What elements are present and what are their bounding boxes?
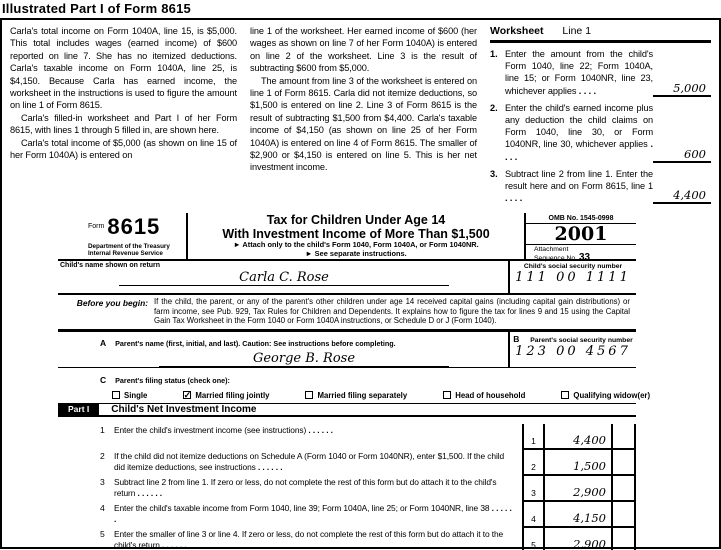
line-amount-field[interactable]: 4,400 [573, 432, 606, 447]
line-description: Enter the child's taxable income from Form 1040, line 39; Form 1040A, line 25; or Form 1040NR, line 38 . . [114, 502, 522, 528]
omb-number: OMB No. 1545-0998 [526, 213, 636, 224]
line-number: 1 [100, 424, 105, 435]
checkbox-single[interactable] [112, 391, 120, 399]
line-amount-field[interactable]: 2,900 [573, 536, 606, 550]
worksheet-subtitle: Line 1 [562, 25, 592, 37]
line-cents-box[interactable] [611, 476, 636, 500]
form-8615 [58, 213, 651, 550]
paragraph: line 1 of the worksheet. Her earned income of $600 (her wages as shown on line 7 of her Form 1040A) is entered on line 2 of the worksheet. Line 3 is the result of subtracting $600 from $5,000. [250, 26, 477, 74]
text-column-2 [250, 25, 477, 213]
filing-option-label: Married filing jointly [195, 390, 270, 400]
form-line-4 [58, 502, 636, 528]
form-title-line-1: Tax for Children Under Age 14 [266, 213, 446, 227]
line-number: 4 [100, 502, 105, 513]
part1-lines [58, 424, 636, 550]
line-description: Enter the child's investment income (see instructions) . . [114, 424, 522, 450]
filing-status-options [100, 390, 651, 400]
line-cents-box[interactable] [611, 424, 636, 448]
checkbox-head-of-household[interactable] [443, 391, 451, 399]
line-cents-box[interactable] [611, 450, 636, 474]
worksheet-value-field[interactable]: 600 [653, 147, 711, 163]
line-amount-field[interactable]: 1,500 [573, 458, 606, 473]
line-description: Subtract line 2 from line 1. If zero or less, do not complete the rest of this form but do attach it to the child's return . . [114, 476, 522, 502]
parent-ssn-label [510, 332, 636, 344]
form-header-row [58, 213, 636, 261]
filing-option-label: Single [124, 390, 148, 400]
page-title: Illustrated Part I of Form 8615 [2, 1, 191, 16]
attach-note: ► Attach only to the child's Form 1040, Form 1040A, or Form 1040NR. [233, 240, 479, 249]
parent-name-label: Parent's name (first, initial, and last). Caution: See instructions before completing. [115, 338, 396, 348]
line-number-box: 5 [522, 528, 545, 550]
checkbox-married-separately[interactable] [305, 391, 313, 399]
text-column-1 [10, 25, 237, 213]
form-line-5 [58, 528, 636, 550]
child-ssn-label: Child's social security number [523, 263, 623, 270]
part1-label: Part I [58, 404, 99, 415]
form-line-2 [58, 450, 636, 476]
line-entry-boxes [522, 450, 636, 476]
worksheet-box [490, 25, 711, 213]
line-number-box: 4 [522, 502, 545, 526]
form-number-cell [58, 213, 188, 259]
line-number-box: 1 [522, 424, 545, 448]
worksheet-value-field[interactable]: 4,400 [653, 188, 711, 204]
worksheet-item [490, 168, 711, 205]
before-you-begin-row [58, 295, 636, 332]
form-number-line [88, 214, 186, 240]
see-instructions-note: ► See separate instructions. [305, 248, 407, 258]
child-name-field[interactable]: Carla C. Rose [119, 270, 449, 286]
sequence-label: Sequence No. [534, 254, 578, 262]
worksheet-item-number: 1. [490, 49, 498, 59]
worksheet-item [490, 48, 711, 97]
filing-option-label: Head of household [455, 390, 526, 400]
checkbox-qualifying-widower[interactable] [561, 391, 569, 399]
paragraph: Carla's total income of $5,000 (as shown on line 15 of her Form 1040A) is entered on [10, 137, 237, 161]
filing-option-qualifying-widower[interactable] [561, 391, 650, 400]
parent-ssn-field[interactable]: 123 00 4567 [515, 343, 631, 359]
parent-ssn-label-text: Parent's social security number [530, 336, 633, 344]
child-name-cell [58, 261, 508, 293]
attachment-label: Attachment [534, 246, 569, 253]
line-amount-field[interactable]: 4,150 [573, 510, 606, 525]
worksheet-item-text: Enter the amount from the child's Form 1040, line 22; Form 1040A, line 15; or Form 1040NR, line 23, whichever applies . . [505, 48, 653, 97]
filing-option-married-separately[interactable] [305, 391, 407, 400]
agency-line-2: Internal Revenue Service [88, 250, 163, 258]
filing-option-married-jointly[interactable] [183, 391, 269, 400]
child-ssn-field[interactable]: 111 00 1111 [515, 270, 631, 285]
before-you-begin-label: Before you begin: [76, 298, 148, 308]
paragraph: Carla's total income on Form 1040A, line 15, is $5,000. This total includes wages (earned income) of $600 reported on line 7. She has no itemized deductions. Carla's taxable income on Form 1040A, line 25, is $4,150. Because Carla has earned income, the worksheet in the instructions is used to figure the amount on line 1 of Form 8615. [10, 26, 237, 111]
parent-ssn-cell [508, 332, 636, 367]
row-letter-c: C [100, 374, 107, 385]
parent-name-field[interactable]: George B. Rose [159, 351, 449, 367]
line-cents-box[interactable] [611, 528, 636, 550]
form-line-1 [58, 424, 636, 450]
before-you-begin-text: If the child, the parent, or any of the parent's other children under age 14 received capital gains (including capital gain distributions) or farm income, see Pub. 929, Tax Rules for Children and Dependents. It explains how to figure the tax for lines 9 and 15 using the Capital Gain Tax Worksheet in the Form 1040 or Form 1040A instructions, or Schedule D or J (Form 1040). [154, 297, 630, 326]
parent-name-row [58, 332, 636, 368]
illustration-box [0, 18, 721, 549]
attachment-sequence [526, 245, 636, 262]
worksheet-title: Worksheet [490, 25, 544, 37]
paragraph: Carla's filled-in worksheet and Part I of her Form 8615, with lines 1 through 5 filled in, are shown here. [10, 112, 237, 136]
omb-cell [524, 213, 636, 263]
worksheet-header [490, 25, 711, 43]
filing-status-label-line [100, 370, 636, 388]
parent-name-label-line [100, 333, 508, 351]
row-letter-a: A [100, 337, 107, 348]
form-number: 8615 [107, 214, 161, 239]
form-word: Form [88, 223, 105, 230]
worksheet-item-number: 2. [490, 102, 498, 113]
line-number: 5 [100, 528, 105, 539]
line-number: 3 [100, 476, 105, 487]
checkbox-married-jointly[interactable] [183, 391, 191, 399]
line-number: 2 [100, 450, 105, 461]
child-name-row [58, 261, 636, 295]
row-letter-b: B [513, 333, 520, 344]
sequence-number: 33 [578, 251, 591, 263]
form-title-cell [188, 213, 524, 259]
worksheet-item [490, 102, 711, 163]
worksheet-item-text: Enter the child's earned income plus any deduction the child claims on Form 1040, line 30, or Form 1040NR, line 30, whichever applies . . [505, 102, 653, 163]
parent-name-cell [58, 332, 508, 367]
filing-option-head-of-household[interactable] [443, 391, 525, 400]
agency-lines [88, 243, 186, 258]
part1-header-bar [58, 403, 636, 417]
form-title-line-2: With Investment Income of More Than $1,500 [222, 226, 490, 241]
child-ssn-cell [508, 261, 636, 293]
filing-status-label: Parent's filing status (check one): [115, 375, 230, 385]
line-description: If the child did not itemize deductions on Schedule A (Form 1040 or Form 1040NR), enter $1,500. If the child did itemize deductions, see instructions . . [114, 450, 522, 476]
line-number-box: 2 [522, 450, 545, 474]
form-line-3 [58, 476, 636, 502]
paragraph: The amount from line 3 of the worksheet is entered on line 1 of Form 8615. Carla did not itemize deductions, so $1,500 is entered on line 2. Line 3 of Form 8615 is the result of subtracting $1,500 from $4,400. Carla's taxable income of $4,150 (as shown on line 25 of her Form 1040A) is entered on line 4 of Form 8615. The smaller of $2,900 or $4,150 is entered on line 5. This is her net investment income. [250, 75, 477, 173]
line-entry-boxes [522, 502, 636, 528]
intro-columns [2, 20, 719, 213]
line-entry-boxes [522, 424, 636, 450]
line-cents-box[interactable] [611, 502, 636, 526]
worksheet-item-number: 3. [490, 168, 498, 179]
part1-title: Child's Net Investment Income [111, 403, 257, 415]
child-name-label: Child's name shown on return [60, 262, 161, 269]
line-description: Enter the smaller of line 3 or line 4. If zero or less, do not complete the rest of this form but do attach it to the child's return . . [114, 528, 522, 550]
line-entry-boxes [522, 528, 636, 550]
worksheet-item-text: Subtract line 2 from line 1. Enter the result here and on Form 8615, line 1 . . [505, 168, 653, 205]
tax-year: 2001 [526, 224, 636, 245]
line-entry-boxes [522, 476, 636, 502]
filing-status-row [58, 368, 651, 403]
filing-option-label: Qualifying widow(er) [573, 390, 651, 400]
line-number-box: 3 [522, 476, 545, 500]
agency-line-1: Department of the Treasury [88, 243, 170, 250]
filing-option-label: Married filing separately [317, 390, 408, 400]
line-amount-field[interactable]: 2,900 [573, 484, 606, 499]
filing-option-single[interactable] [112, 391, 147, 400]
worksheet-value-field[interactable]: 5,000 [653, 81, 711, 97]
